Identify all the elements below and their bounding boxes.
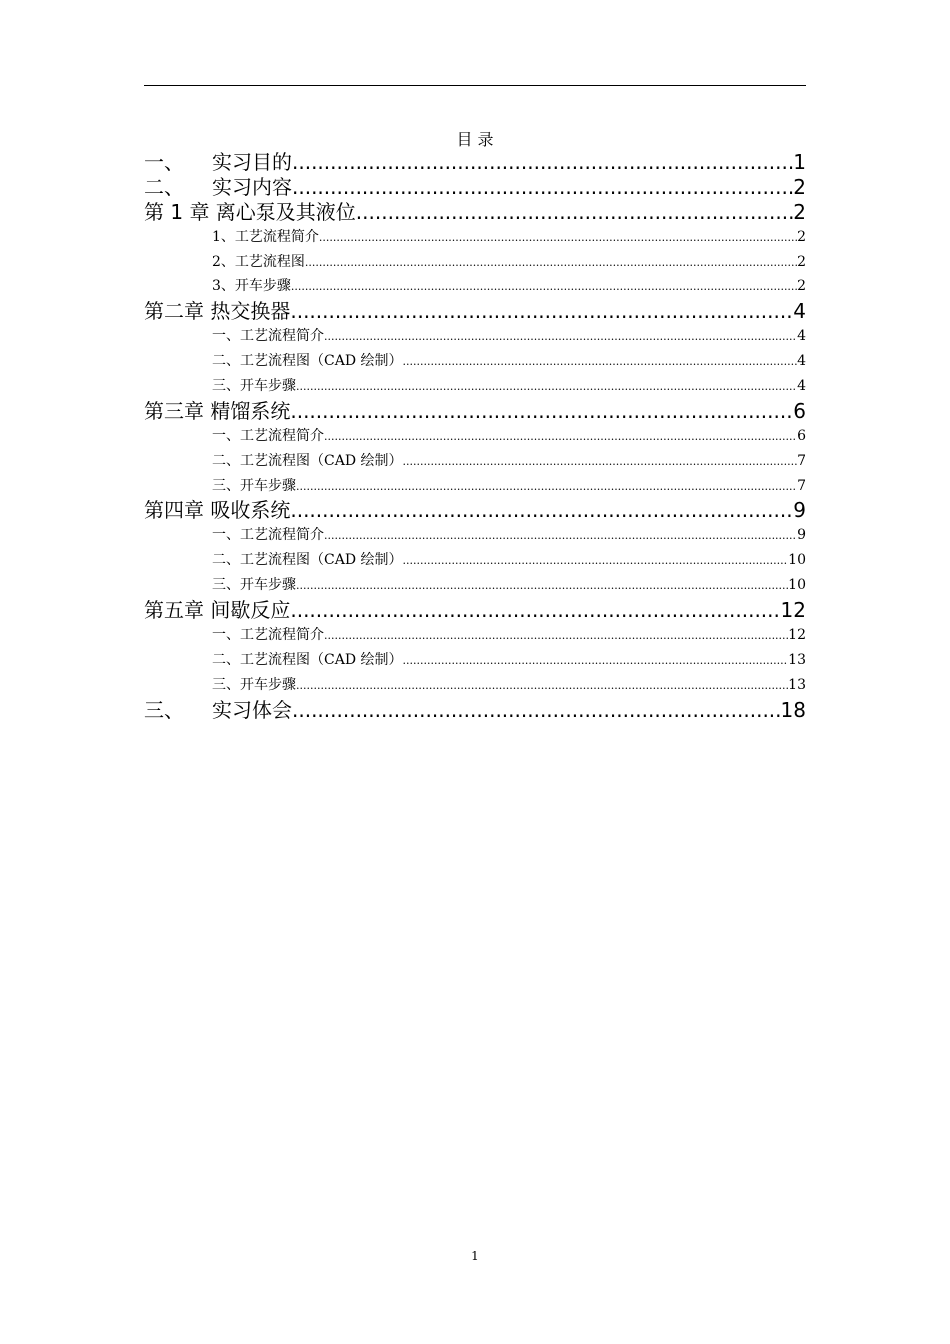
toc-entry-title: 第三章 精馏系统 — [144, 398, 291, 423]
toc-entry-label — [212, 250, 305, 275]
toc-entry-label — [144, 598, 290, 623]
toc-dot-leader — [403, 450, 798, 474]
toc-dot-leader — [290, 299, 793, 324]
toc-dot-leader — [292, 175, 793, 200]
toc-entry-page: 2 — [797, 253, 806, 270]
toc-dot-leader — [296, 475, 797, 499]
toc-entry-page: 4 — [797, 328, 806, 345]
toc-entry-number: 一、 — [144, 150, 184, 174]
toc-entry[interactable] — [144, 449, 806, 474]
toc-entry[interactable] — [144, 548, 806, 573]
toc-entry-page: 4 — [793, 299, 806, 324]
toc-entry-title: 第四章 吸收系统 — [144, 498, 291, 523]
toc-entry-label — [212, 474, 296, 499]
toc-entry-label — [144, 150, 292, 175]
toc-entry-page: 7 — [797, 452, 806, 469]
toc-entry-label — [212, 349, 403, 374]
toc-entry[interactable] — [144, 200, 806, 225]
toc-dot-leader — [292, 698, 781, 723]
toc-entry[interactable] — [144, 573, 806, 598]
toc-entry-title: 2、工艺流程图 — [212, 253, 305, 270]
toc-entry-title: 实习体会 — [212, 697, 292, 722]
toc-entry-title: 一、工艺流程简介 — [212, 527, 324, 544]
toc-entry-label — [212, 648, 403, 673]
toc-dot-leader — [290, 498, 793, 523]
toc-dot-leader — [296, 574, 788, 598]
toc-entry-label — [144, 200, 356, 225]
toc-entry-page: 9 — [793, 498, 806, 523]
toc-entry-label — [144, 399, 290, 424]
toc-entry-page: 6 — [797, 427, 806, 444]
toc-entry-page: 4 — [797, 378, 806, 395]
toc-entry-page: 13 — [788, 651, 806, 668]
toc-entry-title: 1、工艺流程简介 — [212, 228, 319, 245]
toc-entry-label — [144, 299, 290, 324]
toc-dot-leader — [324, 425, 797, 449]
toc-entry-label — [212, 324, 324, 349]
toc-entry[interactable] — [144, 598, 806, 623]
toc-entry-title: 二、工艺流程图（CAD 绘制） — [212, 552, 403, 569]
toc-entry-label — [212, 548, 403, 573]
toc-entry-label — [212, 673, 296, 698]
toc-entry-label — [212, 573, 296, 598]
toc-entry-number: 二、 — [144, 174, 184, 199]
toc-entry-page: 2 — [793, 199, 806, 224]
table-of-contents — [144, 150, 806, 722]
toc-entry-number: 三、 — [144, 697, 184, 722]
toc-dot-leader — [324, 524, 797, 548]
toc-entry-label — [212, 274, 291, 299]
toc-dot-leader — [356, 200, 793, 225]
toc-entry-title: 二、工艺流程图（CAD 绘制） — [212, 651, 403, 668]
toc-dot-leader — [403, 350, 798, 374]
toc-entry-label — [144, 175, 292, 200]
header-rule — [144, 85, 806, 86]
toc-entry-title: 一、工艺流程简介 — [212, 427, 324, 444]
toc-entry[interactable] — [144, 698, 806, 723]
toc-entry-title: 一、工艺流程简介 — [212, 328, 324, 345]
toc-entry[interactable] — [144, 274, 806, 299]
toc-entry-label — [212, 449, 403, 474]
toc-entry[interactable] — [144, 299, 806, 324]
toc-entry-page: 2 — [797, 278, 806, 295]
toc-dot-leader — [324, 325, 797, 349]
page-number: 1 — [471, 1249, 479, 1263]
toc-entry-page: 10 — [788, 577, 806, 594]
toc-entry-title: 二、工艺流程图（CAD 绘制） — [212, 353, 403, 370]
toc-entry-label — [144, 498, 290, 523]
toc-entry[interactable] — [144, 399, 806, 424]
toc-entry-title: 三、开车步骤 — [212, 477, 296, 494]
toc-entry-page: 7 — [797, 477, 806, 494]
toc-entry-title: 三、开车步骤 — [212, 378, 296, 395]
toc-entry[interactable] — [144, 324, 806, 349]
toc-dot-leader — [403, 649, 789, 673]
toc-title: 目 录 — [456, 130, 494, 149]
toc-entry[interactable] — [144, 374, 806, 399]
toc-dot-leader — [292, 150, 793, 175]
toc-entry-page: 6 — [793, 398, 806, 423]
toc-dot-leader — [305, 251, 797, 275]
toc-entry-title: 三、开车步骤 — [212, 577, 296, 594]
toc-dot-leader — [290, 399, 793, 424]
toc-entry-title: 第二章 热交换器 — [144, 299, 291, 324]
toc-entry[interactable] — [144, 225, 806, 250]
toc-entry-page: 1 — [793, 150, 806, 174]
toc-entry[interactable] — [144, 673, 806, 698]
toc-dot-leader — [296, 674, 788, 698]
toc-entry-label — [212, 225, 319, 250]
toc-entry-title: 实习内容 — [212, 174, 292, 199]
toc-entry[interactable] — [144, 523, 806, 548]
toc-entry[interactable] — [144, 623, 806, 648]
toc-entry-label — [144, 698, 292, 723]
toc-entry[interactable] — [144, 648, 806, 673]
toc-entry-title: 实习目的 — [212, 150, 292, 174]
toc-entry-page: 12 — [780, 598, 806, 623]
toc-entry[interactable] — [144, 150, 806, 175]
toc-entry-title: 二、工艺流程图（CAD 绘制） — [212, 452, 403, 469]
toc-entry[interactable] — [144, 250, 806, 275]
toc-entry-page: 12 — [788, 626, 806, 643]
toc-dot-leader — [291, 275, 797, 299]
toc-entry-page: 10 — [788, 552, 806, 569]
toc-entry-title: 三、开车步骤 — [212, 676, 296, 693]
toc-entry-page: 2 — [793, 174, 806, 199]
toc-entry-title: 3、开车步骤 — [212, 278, 291, 295]
toc-entry-title: 第 1 章 离心泵及其液位 — [144, 199, 356, 224]
toc-entry-label — [212, 623, 324, 648]
toc-entry[interactable] — [144, 498, 806, 523]
toc-entry-label — [212, 523, 324, 548]
toc-entry-label — [212, 374, 296, 399]
toc-dot-leader — [324, 624, 788, 648]
toc-entry[interactable] — [144, 424, 806, 449]
toc-entry[interactable] — [144, 474, 806, 499]
toc-entry-page: 2 — [797, 228, 806, 245]
toc-entry-label — [212, 424, 324, 449]
toc-dot-leader — [296, 375, 797, 399]
toc-entry-title: 第五章 间歇反应 — [144, 598, 291, 623]
toc-entry[interactable] — [144, 175, 806, 200]
toc-entry-title: 一、工艺流程简介 — [212, 626, 324, 643]
toc-entry-page: 9 — [797, 527, 806, 544]
toc-entry-page: 18 — [780, 697, 806, 722]
toc-entry-page: 13 — [788, 676, 806, 693]
toc-dot-leader — [290, 598, 780, 623]
toc-entry-page: 4 — [797, 353, 806, 370]
toc-dot-leader — [319, 226, 797, 250]
toc-entry[interactable] — [144, 349, 806, 374]
toc-dot-leader — [403, 549, 789, 573]
